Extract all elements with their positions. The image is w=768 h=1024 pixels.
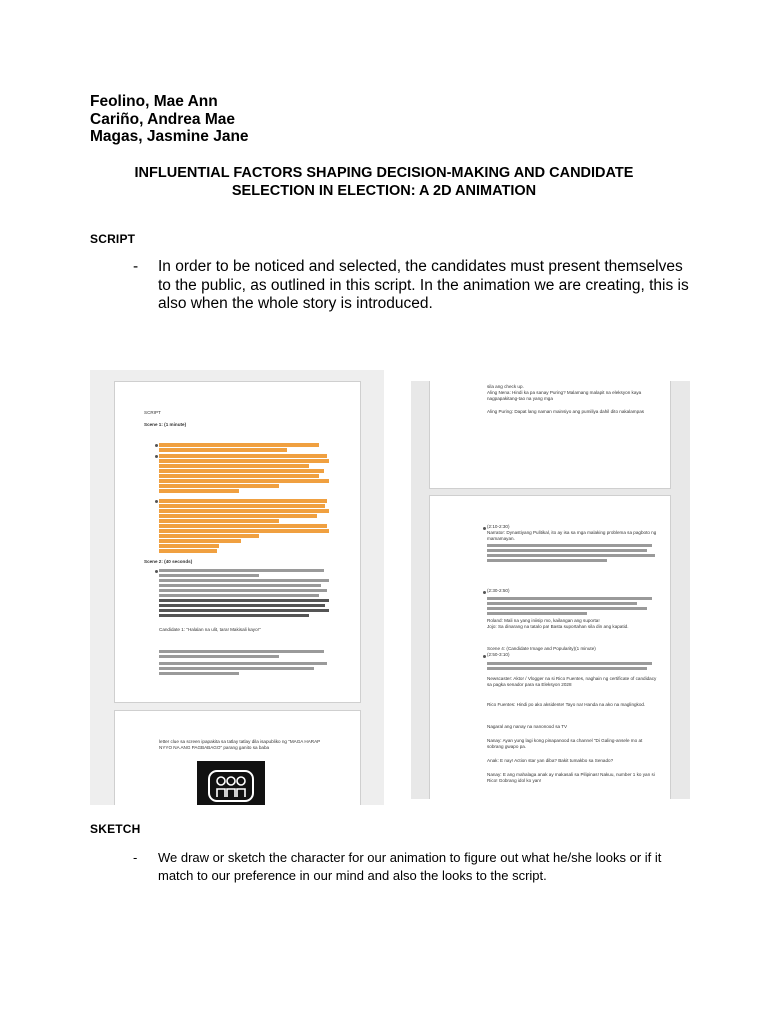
list-bullet <box>155 455 158 458</box>
scene-4-label: Scene 4: (Candidate Image and Popularity)(1 minute) <box>487 646 596 651</box>
script-bullet <box>133 258 693 314</box>
bullet-text: We draw or sketch the character for our animation to figure out what he/she looks or if it match to our preference in our mind and also the looks to the script. <box>158 850 662 883</box>
author-list <box>90 93 249 146</box>
dialogue-line: Aling Nena: Hindi ka pa sanay Puring? Malamang malapit na eleksyon kaya nagpapakitang-tao na yang mga <box>487 390 642 402</box>
text-line <box>159 672 239 675</box>
highlight-line <box>159 459 329 463</box>
list-bullet <box>155 444 158 447</box>
text-line <box>487 544 652 547</box>
section-heading-sketch: SKETCH <box>90 822 141 836</box>
highlight-line <box>159 464 309 468</box>
text-line <box>487 602 637 605</box>
text-line <box>159 614 309 617</box>
author-name: Feolino, Mae Ann <box>90 93 218 110</box>
text-line <box>159 655 279 658</box>
bullet-marker: - <box>133 258 139 275</box>
bullet-text: In order to be noticed and selected, the candidates must present themselves to the public, as outlined in this script. In the animation we are creating, this is also when the whole story is introduced. <box>158 258 689 312</box>
highlight-line <box>159 549 217 553</box>
highlight-line <box>159 489 239 493</box>
text-line <box>159 650 324 653</box>
dialogue-line: sila ang check up. <box>487 384 524 389</box>
dialogue-line: Roland: Mali na yang iniisip mo, kailangan ang suporta! <box>487 618 600 623</box>
text-line <box>159 589 327 592</box>
title-line: SELECTION IN ELECTION: A 2D ANIMATION <box>231 182 537 199</box>
highlight-line <box>159 448 287 452</box>
list-bullet <box>483 655 486 658</box>
list-bullet <box>483 527 486 530</box>
highlight-line <box>159 499 327 503</box>
highlight-line <box>159 454 327 458</box>
dialogue-line: Anak: E nay! Action star yan diba? Bakit tumakbo sa Senado? <box>487 758 614 763</box>
author-name: Cariño, Andrea Mae <box>90 110 235 128</box>
text-line <box>159 574 259 577</box>
document-title <box>90 165 678 200</box>
highlight-line <box>159 474 319 478</box>
timestamp: (2:30-2:50) <box>487 588 510 593</box>
timestamp: (2:10-2:30) <box>487 524 510 529</box>
author-name: Magas, Jasmine Jane <box>90 128 249 145</box>
highlight-line <box>159 509 329 513</box>
dialogue-line: Narrator: Dynastiyang Pulitikal, ito ay isa sa mga malaking problema sa pagboto ng mamamayan. <box>487 530 657 542</box>
text-line <box>159 609 329 612</box>
illustration-image <box>197 761 265 805</box>
scene-1-label: Scene 1: (1 minute) <box>144 422 187 427</box>
dialogue-line: Aling Puring: Dapat lang naman mainsiyo ang pumiliya dahil dito nakalampas <box>487 409 645 414</box>
highlight-line <box>159 539 241 543</box>
script-page-3 <box>429 381 671 489</box>
script-label: SCRIPT <box>144 410 161 415</box>
text-line <box>487 554 655 557</box>
highlight-line <box>159 529 329 533</box>
highlight-line <box>159 484 279 488</box>
text-line <box>159 599 329 602</box>
text-line <box>487 667 647 670</box>
text-line <box>159 662 327 665</box>
dialogue-line: Nagaral ang nanay na nanonood sa TV <box>487 724 568 729</box>
script-page-2 <box>114 710 361 805</box>
dialogue-line: Rico Fuentes: Hindi po ako aksidente! Tayo na! Handa na ako na maglingkod. <box>487 702 646 707</box>
text-line <box>159 584 321 587</box>
text-line <box>487 549 647 552</box>
scene-2-label: Scene 2: (40 seconds) <box>144 559 193 564</box>
script-page-4 <box>429 495 671 799</box>
highlight-line <box>159 514 317 518</box>
section-heading-script: SCRIPT <box>90 232 136 246</box>
text-line <box>487 662 652 665</box>
text-line <box>159 667 314 670</box>
text-line <box>487 597 652 600</box>
highlight-line <box>159 534 259 538</box>
highlight-line <box>159 469 324 473</box>
highlight-line <box>159 544 219 548</box>
highlight-line <box>159 519 279 523</box>
highlight-line <box>159 479 329 483</box>
highlight-line <box>159 524 327 528</box>
list-bullet <box>483 591 486 594</box>
text-line <box>159 569 324 572</box>
text-line <box>159 604 325 607</box>
dialogue-line: Jojo: Sa dinarang na tatalo pa! Basta suportahan sila din ang kapatid. <box>487 624 629 629</box>
sketch-bullet <box>133 849 693 885</box>
text-line <box>159 594 319 597</box>
dialogue-line: Nanay: E ang mahalaga anak ay makasali sa Pilipinas! Nakuu, number 1 ko yan si Rico! Gobrang idol ko yan! <box>487 772 655 784</box>
text-line <box>487 612 587 615</box>
dialogue-line: Newscaster: Aktor / Vlogger na si Rico Fuentes, naghain ng certificate of candidacy sa pagka senador para sa Eleksyon 2028 <box>487 676 657 688</box>
candidate-line: Candidate 1: "Halalan na ulit, tara! Makisali kayo!" <box>159 627 261 632</box>
list-bullet <box>155 500 158 503</box>
bullet-marker: - <box>133 850 138 865</box>
dialogue-line: Nanay: Ayan yung lagi kong pinapanood sa channel "Di Galing-ansele mo at sobrang gwapo pa. <box>487 738 643 750</box>
list-bullet <box>155 570 158 573</box>
script-page <box>114 381 361 703</box>
text-line <box>487 607 647 610</box>
timestamp: (2:50-3:10) <box>487 652 510 657</box>
text-line <box>487 559 607 562</box>
figures-icon <box>197 761 265 805</box>
caption-text: letter clue sa screen ipapakita sa tatlay tatlay dila isapubliko ng "MAGA HARAP NYYO NA ANG PAGBABAGO" parang ganito sa baba <box>159 739 321 751</box>
title-line: INFLUENTIAL FACTORS SHAPING DECISION-MAKING AND CANDIDATE <box>134 165 634 181</box>
script-screenshot-right <box>411 381 690 799</box>
script-screenshot-left <box>90 370 384 805</box>
text-line <box>159 579 329 582</box>
highlight-line <box>159 504 325 508</box>
highlight-line <box>159 443 319 447</box>
